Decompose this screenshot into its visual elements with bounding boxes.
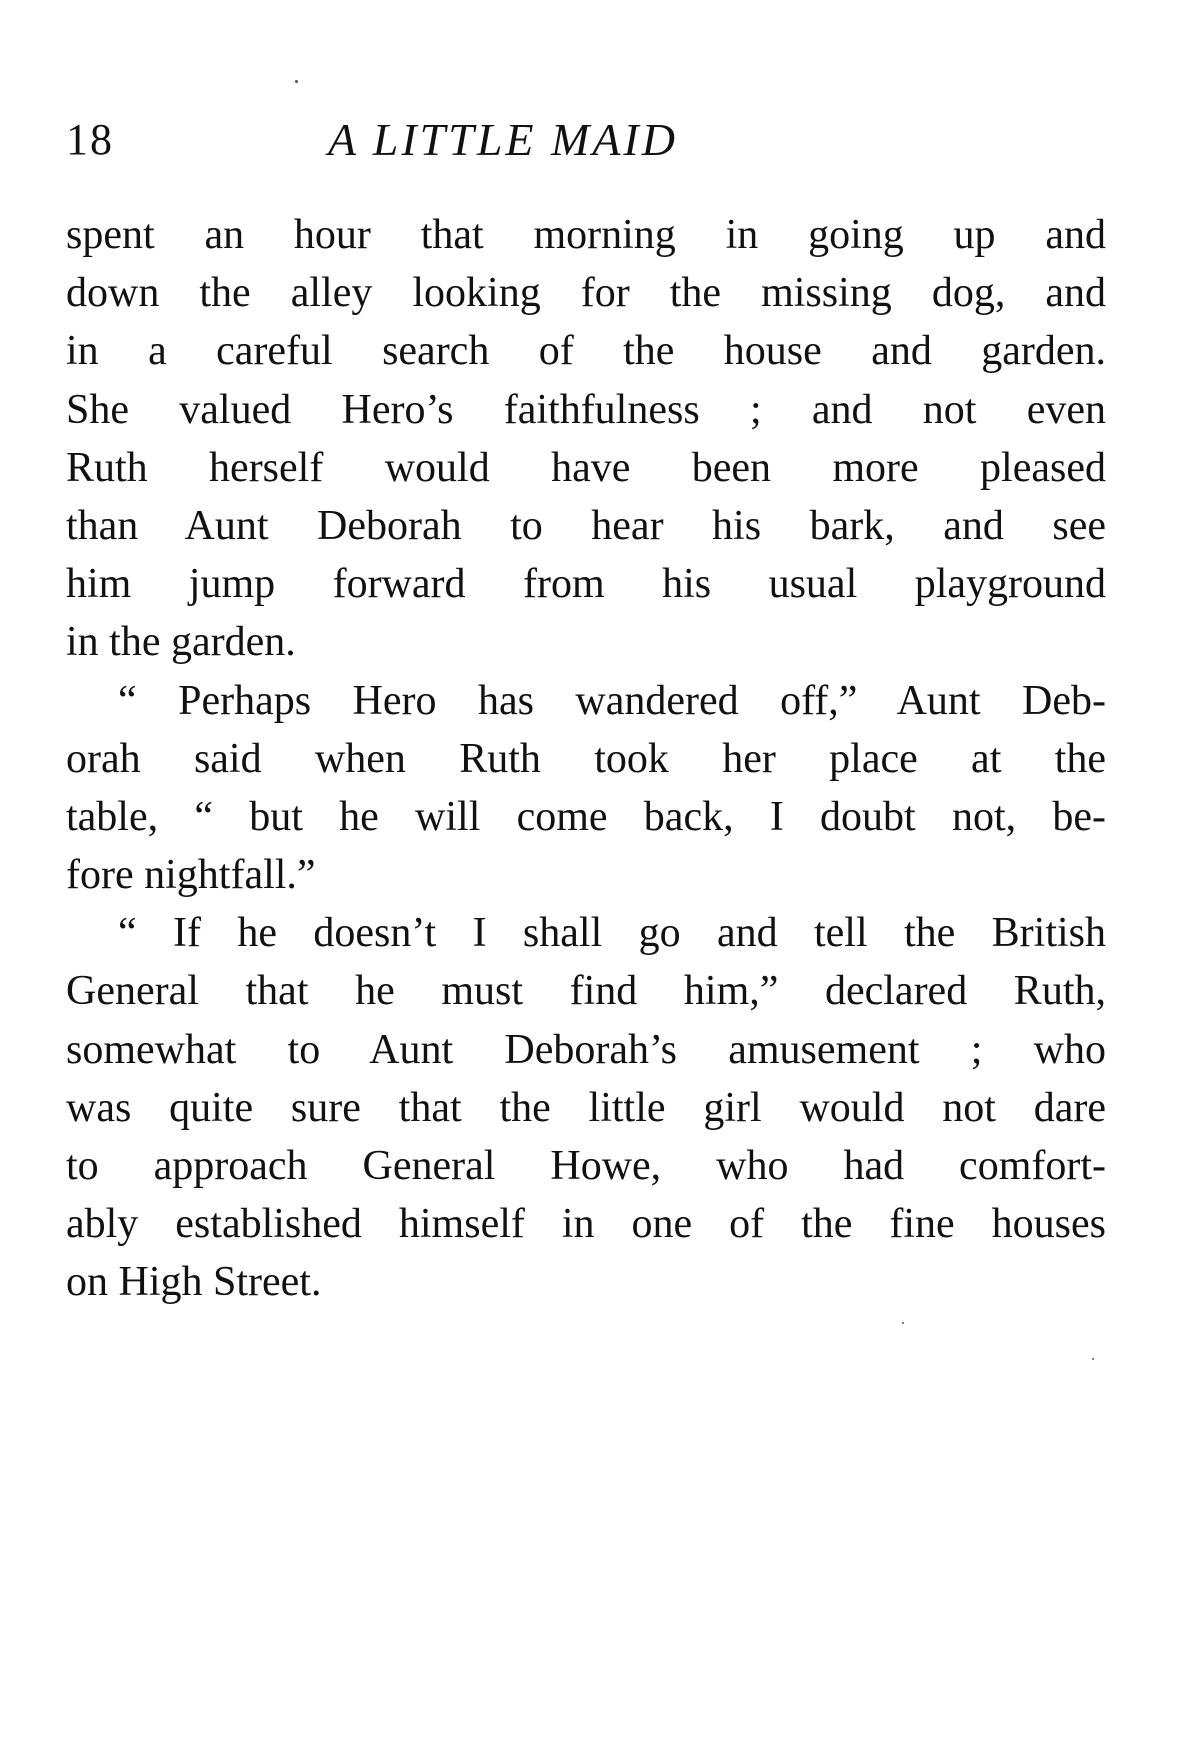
- print-speck: [295, 80, 298, 83]
- text-line: “ If he doesn’t I shall go and tell the British: [118, 910, 1106, 957]
- text-line: table, “ but he will come back, I doubt not, be-: [66, 793, 1106, 840]
- text-line: She valued Hero’s faithfulness ; and not even: [66, 386, 1106, 433]
- text-line: General that he must find him,” declared Ruth,: [66, 968, 1106, 1015]
- print-speck: [1092, 1358, 1094, 1360]
- text-line: fore nightfall.”: [66, 852, 316, 899]
- text-line: ably established himself in one of the fine houses: [66, 1201, 1106, 1248]
- text-line: than Aunt Deborah to hear his bark, and see: [66, 502, 1106, 549]
- text-line: somewhat to Aunt Deborah’s amusement ; who: [66, 1026, 1106, 1073]
- text-line: orah said when Ruth took her place at the: [66, 735, 1106, 782]
- running-title: A LITTLE MAID: [328, 114, 678, 165]
- text-line: in the garden.: [66, 619, 296, 666]
- text-line: on High Street.: [66, 1259, 322, 1306]
- text-line: was quite sure that the little girl would not dare: [66, 1084, 1106, 1131]
- page-number: 18: [66, 115, 114, 164]
- body-text: [66, 206, 1106, 1312]
- text-line: to approach General Howe, who had comfort-: [66, 1143, 1106, 1189]
- print-speck: [902, 1322, 904, 1324]
- running-head: [66, 112, 1106, 172]
- text-line: spent an hour that morning in going up and: [66, 212, 1106, 258]
- text-line: in a careful search of the house and garden.: [66, 328, 1106, 375]
- text-line: Ruth herself would have been more pleased: [66, 444, 1106, 491]
- text-line: “ Perhaps Hero has wandered off,” Aunt Deb-: [118, 677, 1106, 724]
- text-line: him jump forward from his usual playground: [66, 561, 1106, 608]
- text-line: down the alley looking for the missing dog, and: [66, 270, 1106, 317]
